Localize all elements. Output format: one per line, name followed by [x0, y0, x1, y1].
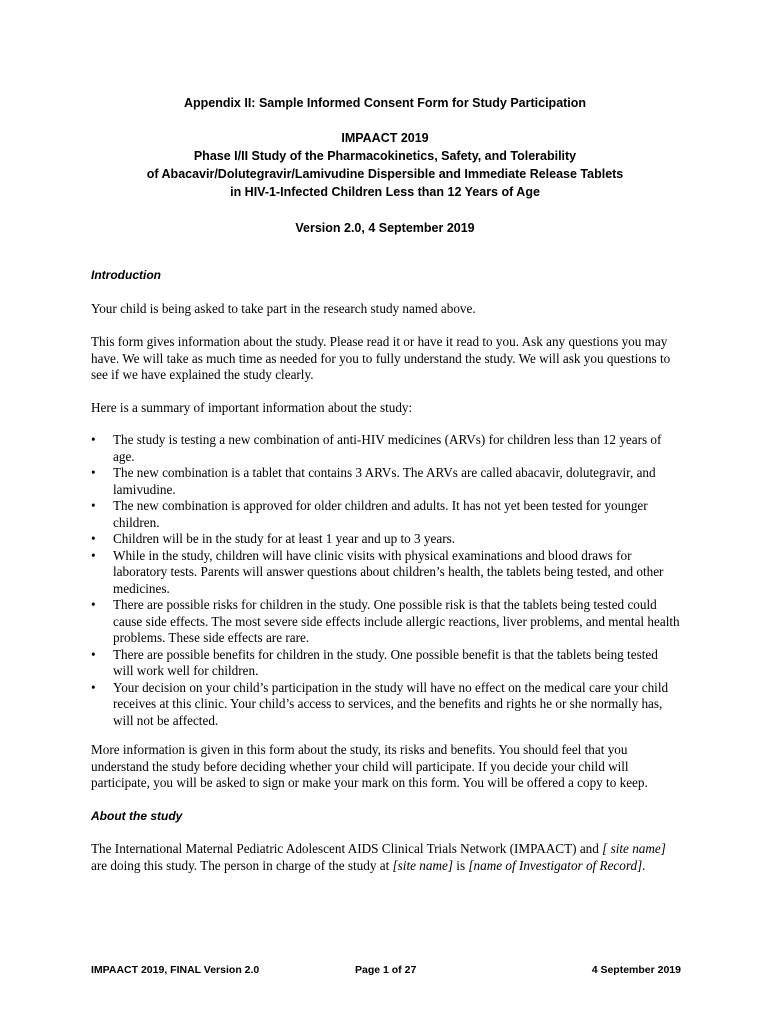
- intro-paragraph-4: More information is given in this form about the study, its risks and benefits. You should feel that you understand the study before deciding whether your child will participate. If you decide your child will participate, you will be asked to sign or make your mark on this form. You will be offered a copy to keep.: [91, 742, 648, 790]
- footer-page-number: Page 1 of 27: [355, 964, 417, 976]
- bullet-icon: •: [91, 597, 96, 612]
- list-item: [91, 647, 681, 680]
- bullet-icon: •: [91, 646, 96, 662]
- site-name-placeholder: [ site name]: [602, 841, 666, 856]
- bullet-icon: •: [91, 498, 96, 513]
- list-item-text: While in the study, children will have clinic visits with physical examinations and blood draws for laboratory tests. Parents will answer questions about children’s health, the tablets being tested, and other medicines.: [113, 547, 664, 596]
- list-item: [91, 597, 681, 647]
- list-item-text: There are possible benefits for children in the study. One possible benefit is that the tablets being tested will work well for children.: [113, 646, 658, 678]
- site-name-placeholder: [site name]: [392, 857, 453, 873]
- list-item: [91, 432, 681, 465]
- list-item-text: The new combination is a tablet that contains 3 ARVs. The ARVs are called abacavir, dolutegravir, and lamivudine.: [113, 465, 656, 497]
- bullet-icon: •: [91, 531, 96, 546]
- list-item: [91, 531, 681, 548]
- summary-bullet-list: [91, 432, 681, 729]
- version-line: Version 2.0, 4 September 2019: [295, 221, 475, 235]
- study-title-line-2: of Abacavir/Dolutegravir/Lamivudine Dispersible and Immediate Release Tablets: [146, 167, 624, 181]
- appendix-title: Appendix II: Sample Informed Consent Form for Study Participation: [183, 96, 587, 110]
- bullet-icon: •: [91, 432, 96, 447]
- study-title-block: [0, 129, 770, 201]
- list-item-text: The new combination is approved for older children and adults. It has not yet been tested for younger children.: [113, 498, 648, 530]
- bullet-icon: •: [91, 679, 96, 695]
- list-item: [91, 548, 681, 598]
- intro-paragraph-2: This form gives information about the study. Please read it or have it read to you. Ask any questions you may have. We will take as much time as needed for you to fully understand the study. We will ask you questions to see if we have explained the study clearly.: [91, 334, 671, 382]
- study-title-line-3: in HIV-1-Infected Children Less than 12 Years of Age: [230, 185, 540, 199]
- list-item-text: There are possible risks for children in the study. One possible risk is that the tablets being tested could cause side effects. The most severe side effects include allergic reactions, liver problems, and mental health problems. These side effects are rare.: [113, 597, 680, 645]
- list-item: [91, 680, 681, 730]
- bullet-icon: •: [91, 465, 96, 480]
- about-text-3: is: [453, 857, 469, 873]
- intro-paragraph-3: Here is a summary of important information about the study:: [91, 400, 413, 415]
- investigator-placeholder: [name of Investigator of Record].: [468, 857, 646, 873]
- list-item-text: Children will be in the study for at least 1 year and up to 3 years.: [113, 531, 456, 546]
- about-paragraph-1: [91, 841, 681, 874]
- list-item-text: The study is testing a new combination of anti-HIV medicines (ARVs) for children less than 12 years of age.: [113, 432, 662, 464]
- list-item: [91, 465, 681, 498]
- footer-left: IMPAACT 2019, FINAL Version 2.0: [91, 964, 260, 976]
- introduction-heading: Introduction: [91, 268, 161, 282]
- list-item-text: Your decision on your child’s participation in the study will have no effect on the medical care your child receives at this clinic. Your child’s access to services, and the benefits and rights he or she normally has, will not be affected.: [113, 679, 669, 728]
- bullet-icon: •: [91, 547, 96, 563]
- about-text-1: The International Maternal Pediatric Adolescent AIDS Clinical Trials Network (IMPAACT) and: [91, 841, 603, 856]
- protocol-number: IMPAACT 2019: [341, 131, 429, 145]
- footer-date: 4 September 2019: [591, 964, 681, 976]
- list-item: [91, 498, 681, 531]
- about-study-heading: About the study: [91, 809, 183, 823]
- intro-paragraph-1: Your child is being asked to take part in the research study named above.: [91, 301, 476, 316]
- study-title-line-1: Phase I/II Study of the Pharmacokinetics, Safety, and Tolerability: [193, 149, 577, 163]
- about-text-2: are doing this study. The person in charge of the study at: [91, 857, 393, 873]
